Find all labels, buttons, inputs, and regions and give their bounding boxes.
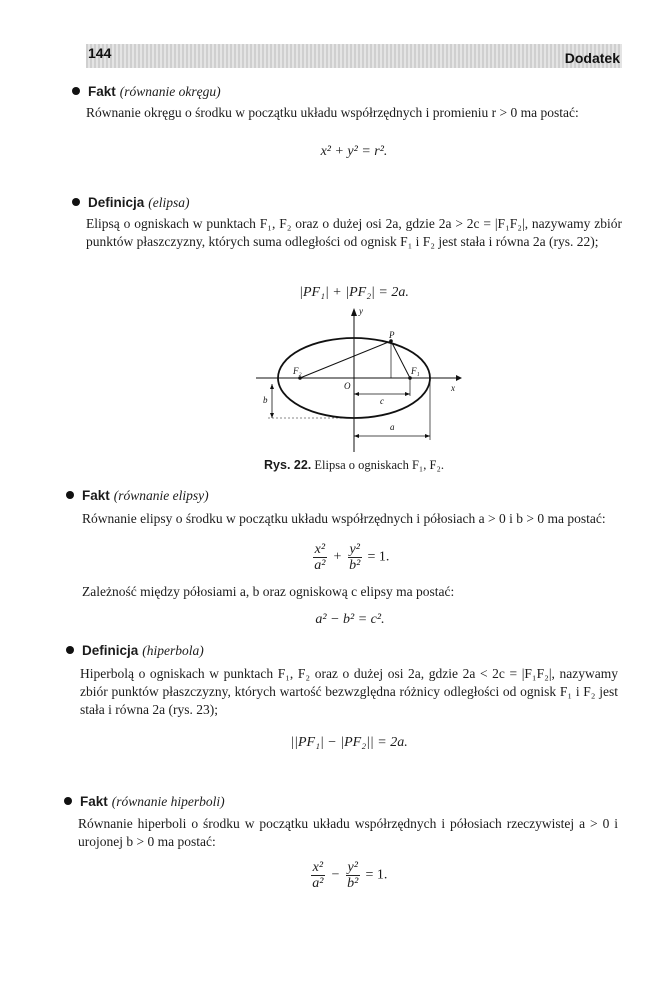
ellipse-figure — [250, 300, 470, 452]
paragraph-okrag: Równanie okręgu o środku w początku układu współrzędnych i promieniu r > 0 ma postać: — [86, 105, 579, 120]
header-band — [86, 44, 622, 68]
section-heading-definicja-elipsa: Definicja (elipsa) — [72, 195, 190, 211]
label-a: a — [390, 422, 395, 432]
paragraph-rownanie-hiperboli: Równanie hiperboli o środku w początku układu współrzędnych i półosiach rzeczywistej a > 0 i urojonej b > 0 ma postać: — [78, 816, 618, 849]
label-f1: F₁ — [411, 366, 420, 376]
formula-hiperbola: ||PF₁| − |PF₂|| = 2a. — [290, 735, 408, 750]
label-b: b — [263, 395, 268, 405]
page-number: 144 — [88, 45, 112, 61]
formula-elipsa: |PF₁| + |PF₂| = 2a. — [299, 285, 409, 300]
formula-elipsa-rownanie: $\frac{\text{x²}}{\text{a²}}$ + $\frac{\text{y²}}{\text{b²}}$ = 1. — [314, 542, 390, 573]
label-p: P — [389, 330, 395, 340]
label-c: c — [380, 396, 384, 406]
label-f2: F₂ — [293, 366, 302, 376]
label-x: x — [451, 383, 455, 393]
y-axis-arrow-icon — [351, 308, 357, 316]
section-heading-fakt-hiperbola: Fakt (równanie hiperboli) — [64, 794, 225, 810]
paragraph-rownanie-elipsy: Równanie elipsy o środku w początku układu współrzędnych i półosiach a > 0 i b > 0 ma postać: — [82, 511, 606, 526]
paragraph-elipsa: Elipsą o ogniskach w punktach F₁, F₂ oraz o dużej osi 2a, gdzie 2a > 2c = |F₁F₂|, nazywamy zbiór punktów płaszczyzny, których suma odległości od ognisk F₁ i F₂ jest stała i równa 2a (rys. 22); — [86, 216, 622, 249]
formula-zaleznosc: a² − b² = c². — [315, 612, 385, 627]
section-heading-fakt-elipsa: Fakt (równanie elipsy) — [66, 488, 209, 504]
formula-okrag: x² + y² = r². — [320, 144, 388, 159]
bullet-icon — [64, 797, 72, 805]
x-axis-arrow-icon — [456, 375, 462, 381]
section-heading-fakt-okrag: Fakt (równanie okręgu) — [72, 84, 221, 100]
label-y: y — [359, 306, 363, 316]
running-head: Dodatek — [564, 50, 620, 66]
section-heading-definicja-hiperbola: Definicja (hiperbola) — [66, 643, 204, 659]
bullet-icon — [66, 646, 74, 654]
label-o: O — [344, 381, 351, 391]
bullet-icon — [66, 491, 74, 499]
formula-hiperbola-rownanie: $\frac{\text{x²}}{\text{a²}}$ − $\frac{\text{y²}}{\text{b²}}$ = 1. — [312, 860, 388, 891]
bullet-icon — [72, 198, 80, 206]
paragraph-hiperbola: Hiperbolą o ogniskach w punktach F₁, F₂ oraz o dużej osi 2a, gdzie 2a < 2c = |F₁F₂|, nazywamy zbiór punktów płaszczyzny, których wartość bezwzględna różnicy odległości od ognisk F₁ i F₂ jest stała i równa 2a (rys. 23); — [80, 666, 618, 717]
bullet-icon — [72, 87, 80, 95]
paragraph-zaleznosc: Zależność między półosiami a, b oraz ogniskową c elipsy ma postać: — [82, 584, 455, 599]
figure-caption: Rys. 22. Elipsa o ogniskach F₁, F₂. — [264, 458, 444, 472]
